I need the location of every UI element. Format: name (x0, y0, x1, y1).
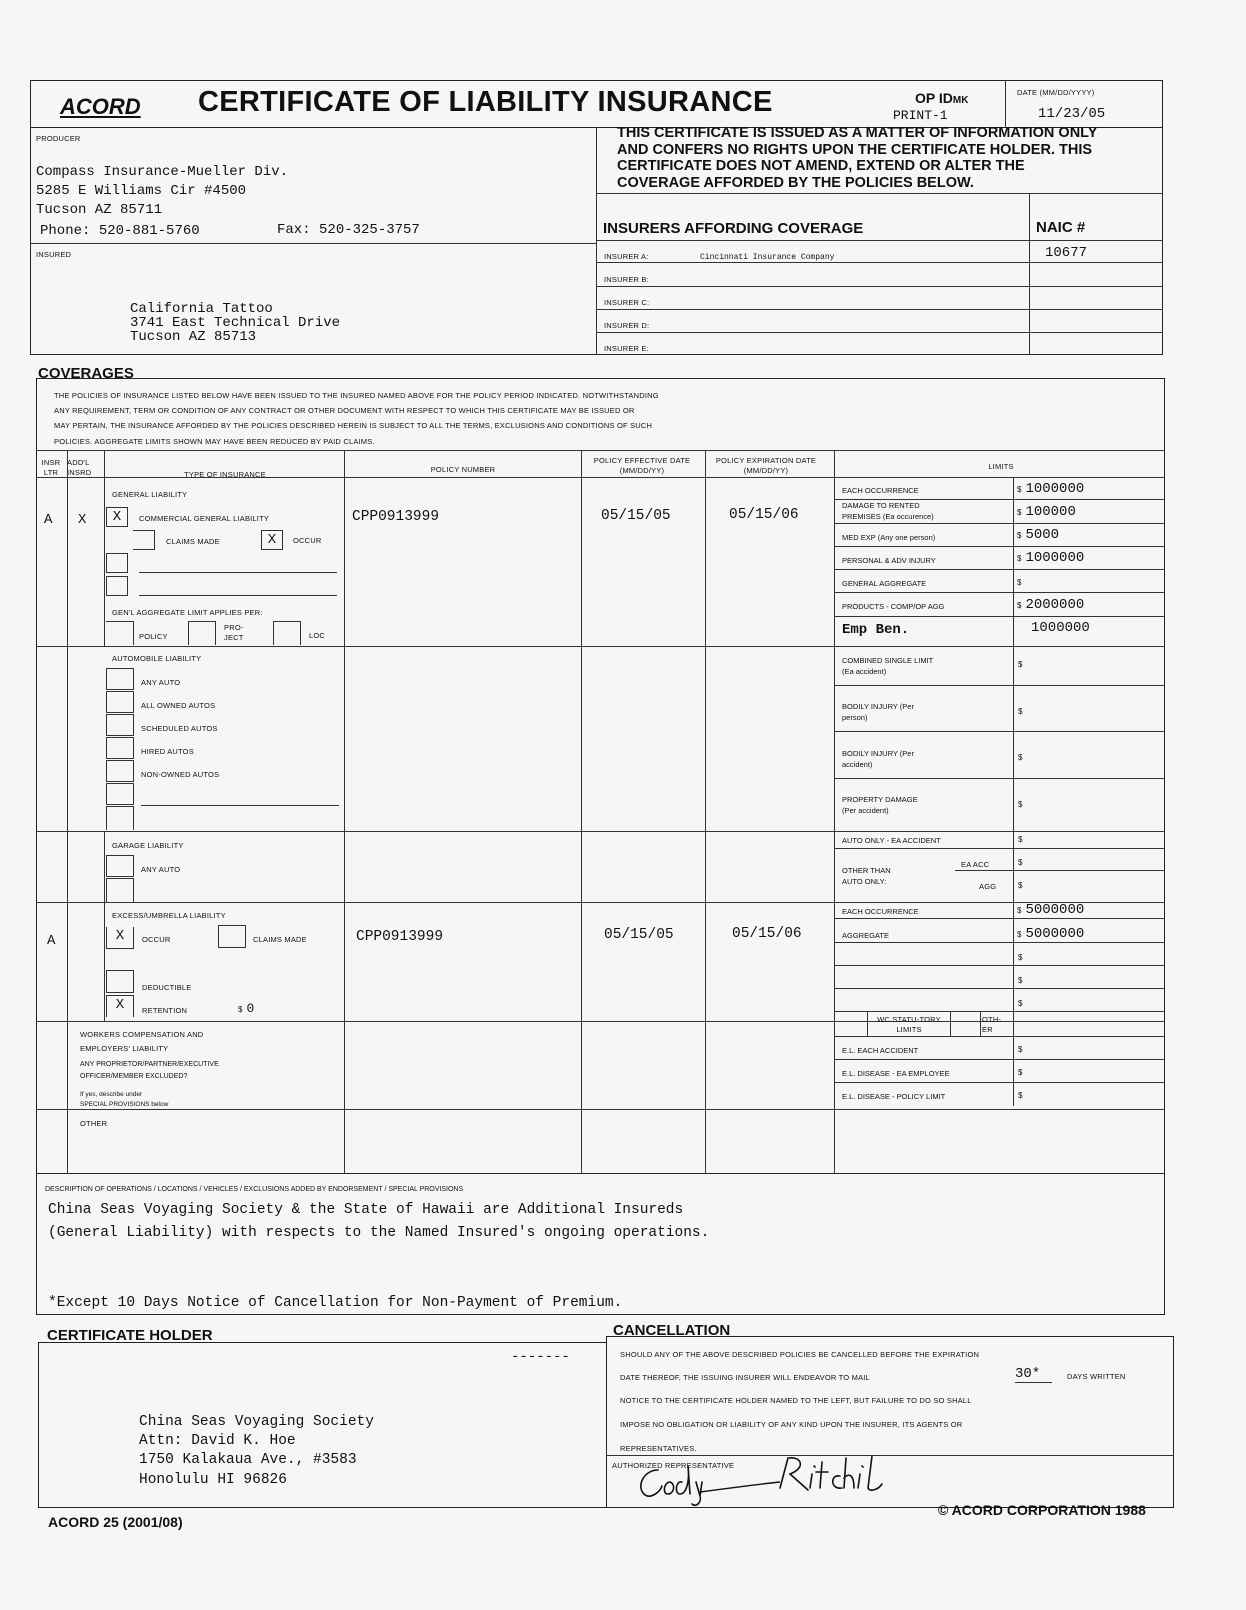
occur-checkbox[interactable]: X (261, 530, 283, 550)
coverages-heading: COVERAGES (38, 365, 134, 382)
gl-effective-date: 05/15/05 (601, 508, 671, 524)
insurer-c-label: INSURER C: (604, 298, 650, 307)
umb-retention-label: RETENTION (142, 1006, 188, 1015)
garage-heading: GARAGE LIABILITY (112, 841, 184, 850)
auto-combined-single-limit: COMBINED SINGLE LIMIT (Ea accident) (842, 656, 934, 676)
holder-attn: Attn: David K. Hoe (139, 1433, 296, 1449)
insurer-b-label: INSURER B: (604, 275, 649, 284)
col-effective-date: POLICY EFFECTIVE DATE (MM/DD/YY) (593, 456, 691, 475)
umb-blank-checkbox[interactable] (106, 970, 134, 993)
date-label: DATE (MM/DD/YYYY) (1017, 88, 1095, 97)
non-owned-autos-label: NON-OWNED AUTOS (141, 770, 220, 779)
insured-label: INSURED (36, 250, 72, 259)
umb-expiration-date: 05/15/06 (732, 926, 802, 942)
umb-limit-blank-3: $ (1018, 999, 1023, 1008)
gl-limit-each-occurrence-value: $ 1000000 (1017, 481, 1085, 497)
wc-line6: SPECIAL PROVISIONS below (80, 1101, 169, 1108)
gl-heading: GENERAL LIABILITY (112, 490, 188, 499)
el-disease-policy-limit-dollar: $ (1018, 1091, 1023, 1100)
umb-limit-each-occurrence: EACH OCCURRENCE (842, 907, 919, 916)
garage-auto-only-dollar: $ (1018, 835, 1023, 844)
el-disease-employee-dollar: $ (1018, 1068, 1023, 1077)
umb-effective-date: 05/15/05 (604, 927, 674, 943)
holder-heading: CERTIFICATE HOLDER (47, 1327, 213, 1344)
garage-any-auto-label: ANY AUTO (141, 865, 181, 874)
gl-limit-med-exp-value: $ 5000 (1017, 527, 1060, 543)
agg-policy-checkbox[interactable] (106, 621, 134, 645)
scheduled-autos-checkbox[interactable] (106, 714, 134, 736)
col-insr-ltr: INSR LTR (41, 458, 61, 477)
description-box (36, 1173, 1165, 1315)
insured-address1: 3741 East Technical Drive (130, 315, 341, 331)
insurer-a-label: INSURER A: (604, 252, 649, 261)
op-id-label: OP ID (915, 90, 953, 106)
el-disease-employee: E.L. DISEASE - EA EMPLOYEE (842, 1069, 950, 1078)
description-line3: *Except 10 Days Notice of Cancellation for Non-Payment of Premium. (48, 1295, 623, 1311)
page-title: CERTIFICATE OF LIABILITY INSURANCE (198, 86, 773, 118)
agg-project-checkbox[interactable] (188, 621, 216, 645)
wc-heading2: EMPLOYERS' LIABILITY (80, 1044, 169, 1053)
insurer-a-naic: 10677 (1045, 245, 1088, 261)
umb-claims-made-checkbox[interactable] (218, 925, 246, 948)
wc-line3: ANY PROPRIETOR/PARTNER/EXECUTIVE (80, 1061, 219, 1068)
insurer-e-label: INSURER E: (604, 344, 649, 353)
holder-name: China Seas Voyaging Society (139, 1414, 374, 1430)
auto-bodily-injury-accident: BODILY INJURY (Per accident) (842, 749, 914, 769)
date-value: 11/23/05 (1038, 106, 1106, 122)
disclaimer-line4: POLICIES. AGGREGATE LIMITS SHOWN MAY HAVE BEEN REDUCED BY PAID CLAIMS. (54, 437, 375, 446)
wc-other: OTH-ER (982, 1015, 1002, 1034)
insured-name: California Tattoo (130, 301, 273, 317)
gl-expiration-date: 05/15/06 (729, 507, 799, 523)
insured-address2: Tucson AZ 85713 (130, 329, 257, 345)
any-auto-label: ANY AUTO (141, 678, 181, 687)
acord-logo: ACORD (60, 94, 141, 119)
garage-blank-checkbox[interactable] (106, 878, 134, 902)
umb-limit-each-occurrence-value: $ 5000000 (1017, 902, 1085, 918)
naic-heading: NAIC # (1036, 219, 1086, 236)
insurer-d-label: INSURER D: (604, 321, 650, 330)
wc-line5: If yes, describe under (80, 1091, 143, 1098)
umb-retention-value: $ 0 (238, 1001, 255, 1016)
gl-blank-checkbox-2[interactable] (106, 576, 128, 596)
auto-bodily-injury-person: BODILY INJURY (Per person) (842, 702, 914, 722)
agg-loc-checkbox[interactable] (273, 621, 301, 645)
cancellation-line3: NOTICE TO THE CERTIFICATE HOLDER NAMED TO THE LEFT, BUT FAILURE TO DO SO SHALL (620, 1396, 972, 1405)
garage-agg: AGG (979, 882, 997, 891)
auto-csl-dollar: $ (1018, 660, 1023, 669)
gl-limit-damage-rented-value: $ 100000 (1017, 504, 1076, 520)
producer-name: Compass Insurance-Mueller Div. (36, 164, 289, 180)
cancellation-line2: DATE THEREOF, THE ISSUING INSURER WILL ENDEAVOR TO MAIL (620, 1373, 870, 1382)
insurer-a-name: Cincinnati Insurance Company (700, 253, 835, 262)
agg-policy-label: POLICY (139, 632, 168, 641)
gl-limit-emp-ben-value: 1000000 (1031, 620, 1090, 636)
gl-limit-personal-adv: PERSONAL & ADV INJURY (842, 556, 936, 565)
cgl-checkbox[interactable]: X (106, 507, 128, 527)
gl-blank-checkbox-1[interactable] (106, 553, 128, 573)
umb-occur-label: OCCUR (142, 935, 171, 944)
authorized-representative-label: AUTHORIZED REPRESENTATIVE (612, 1461, 735, 1470)
col-addl-insrd: ADD'L INSRD (67, 458, 92, 477)
scheduled-autos-label: SCHEDULED AUTOS (141, 724, 218, 733)
certificate-notice: THIS CERTIFICATE IS ISSUED AS A MATTER OF INFORMATION ONLY AND CONFERS NO RIGHTS UPON THE CERTIFICATE HOLDER. THIS CERTIFICATE DOES NOT AMEND, EXTEND OR ALTER THE COVERAGE AFFORDED BY THE POLICIES BELOW. (617, 125, 1098, 191)
gl-policy-number: CPP0913999 (352, 509, 440, 525)
gl-limit-med-exp: MED EXP (Any one person) (842, 533, 936, 542)
hired-autos-checkbox[interactable] (106, 737, 134, 759)
col-expiration-date: POLICY EXPIRATION DATE (MM/DD/YY) (715, 456, 817, 475)
cancellation-line5: REPRESENTATIVES. (620, 1444, 697, 1453)
wc-statutory-limits: WC STATU-TORY LIMITS (877, 1015, 941, 1034)
disclaimer-line2: ANY REQUIREMENT, TERM OR CONDITION OF ANY CONTRACT OR OTHER DOCUMENT WITH RESPECT TO WHICH THIS CERTIFICATE MAY BE ISSUED OR (54, 406, 635, 415)
agg-loc-label: LOC (309, 631, 326, 640)
umbrella-heading: EXCESS/UMBRELLA LIABILITY (112, 911, 226, 920)
claims-made-checkbox[interactable] (133, 530, 155, 550)
gl-limit-general-aggregate-value: $ (1017, 578, 1022, 587)
cancellation-line4: IMPOSE NO OBLIGATION OR LIABILITY OF ANY KIND UPON THE INSURER, ITS AGENTS OR (620, 1420, 963, 1429)
garage-agg-dollar: $ (1018, 881, 1023, 890)
garage-any-auto-checkbox[interactable] (106, 855, 134, 877)
umb-limit-aggregate: AGGREGATE (842, 931, 889, 940)
cancellation-days: 30* (1015, 1366, 1052, 1383)
cancellation-line1: SHOULD ANY OF THE ABOVE DESCRIBED POLICIES BE CANCELLED BEFORE THE EXPIRATION (620, 1350, 980, 1359)
gl-limit-damage-rented: DAMAGE TO RENTED PREMISES (Ea occurence) (842, 501, 934, 521)
gl-limit-personal-adv-value: $ 1000000 (1017, 550, 1085, 566)
auto-heading: AUTOMOBILE LIABILITY (112, 654, 202, 663)
disclaimer-line1: THE POLICIES OF INSURANCE LISTED BELOW HAVE BEEN ISSUED TO THE INSURED NAMED ABOVE FOR THE POLICY PERIOD INDICATED. NOTWITHSTANDING (54, 391, 659, 400)
holder-address1: 1750 Kalakaua Ave., #3583 (139, 1452, 357, 1468)
disclaimer-line3: MAY PERTAIN, THE INSURANCE AFFORDED BY THE POLICIES DESCRIBED HEREIN IS SUBJECT TO ALL THE TERMS, EXCLUSIONS AND CONDITIONS OF SUCH (54, 421, 653, 430)
umb-policy-number: CPP0913999 (356, 929, 444, 945)
producer-address2: Tucson AZ 85711 (36, 202, 163, 218)
gl-limit-general-aggregate: GENERAL AGGREGATE (842, 579, 927, 588)
el-disease-policy-limit: E.L. DISEASE - POLICY LIMIT (842, 1092, 946, 1101)
gl-limit-products-value: $ 2000000 (1017, 597, 1085, 613)
form-number: ACORD 25 (2001/08) (48, 1514, 183, 1530)
garage-ea-acc: EA ACC (961, 860, 990, 869)
gl-aggregate-applies: GEN'L AGGREGATE LIMIT APPLIES PER: (112, 608, 263, 617)
print-code: PRINT-1 (893, 108, 948, 123)
description-line2: (General Liability) with respects to the Named Insured's ongoing operations. (48, 1225, 710, 1241)
garage-ea-acc-dollar: $ (1018, 858, 1023, 867)
op-id-value: MK (952, 95, 969, 106)
description-line1: China Seas Voyaging Society & the State of Hawaii are Additional Insureds (48, 1202, 684, 1218)
auto-bip-dollar: $ (1018, 707, 1023, 716)
cancellation-heading: CANCELLATION (613, 1322, 731, 1339)
holder-dashes: ------- (511, 1349, 570, 1365)
non-owned-autos-checkbox[interactable] (106, 760, 134, 782)
umb-limit-blank-1: $ (1018, 953, 1023, 962)
producer-phone: Phone: 520-881-5760 (40, 223, 200, 239)
agg-project-label: PRO-JECT (224, 623, 244, 642)
insurers-heading: INSURERS AFFORDING COVERAGE (603, 220, 864, 237)
cgl-label: COMMERCIAL GENERAL LIABILITY (139, 514, 270, 523)
all-owned-autos-checkbox[interactable] (106, 691, 134, 713)
auto-blank-checkbox[interactable] (106, 783, 134, 805)
auto-blank-checkbox-2[interactable] (106, 806, 134, 830)
hired-autos-label: HIRED AUTOS (141, 747, 194, 756)
el-each-accident-dollar: $ (1018, 1045, 1023, 1054)
gl-insr-ltr: A (44, 512, 53, 528)
gl-limit-products: PRODUCTS - COMP/OP AGG (842, 602, 945, 611)
producer-label: PRODUCER (36, 134, 81, 143)
garage-auto-only: AUTO ONLY - EA ACCIDENT (842, 836, 941, 845)
producer-address1: 5285 E Williams Cir #4500 (36, 183, 247, 199)
col-policy-number: POLICY NUMBER (430, 465, 496, 474)
producer-fax: Fax: 520-325-3757 (277, 222, 420, 238)
umb-limit-blank-2: $ (1018, 976, 1023, 985)
cancellation-days-written: DAYS WRITTEN (1067, 1372, 1126, 1381)
signature (630, 1452, 890, 1510)
any-auto-checkbox[interactable] (106, 668, 134, 690)
op-id (915, 90, 968, 106)
auto-bia-dollar: $ (1018, 753, 1023, 762)
gl-limit-each-occurrence: EACH OCCURRENCE (842, 486, 919, 495)
other-label: OTHER (80, 1119, 108, 1128)
gl-addl-insrd: X (78, 512, 87, 528)
holder-address2: Honolulu HI 96826 (139, 1472, 287, 1488)
wc-line4: OFFICER/MEMBER EXCLUDED? (80, 1073, 188, 1080)
el-each-accident: E.L. EACH ACCIDENT (842, 1046, 919, 1055)
umb-occur-checkbox[interactable]: X (106, 927, 134, 949)
umb-insr-ltr: A (47, 933, 56, 949)
umb-deductible-label: DEDUCTIBLE (142, 983, 192, 992)
umb-limit-aggregate-value: $ 5000000 (1017, 926, 1085, 942)
copyright: © ACORD CORPORATION 1988 (938, 1502, 1146, 1518)
description-label: DESCRIPTION OF OPERATIONS / LOCATIONS / VEHICLES / EXCLUSIONS ADDED BY ENDORSEMENT / SPECIAL PROVISIONS (45, 1186, 464, 1193)
col-type-of-insurance: TYPE OF INSURANCE (184, 470, 266, 479)
auto-property-damage: PROPERTY DAMAGE (Per accident) (842, 795, 918, 815)
garage-other-than: OTHER THAN AUTO ONLY: (842, 866, 891, 886)
claims-made-label: CLAIMS MADE (166, 537, 220, 546)
gl-limit-emp-ben: Emp Ben. (842, 622, 910, 638)
umb-retention-checkbox[interactable]: X (106, 995, 134, 1017)
col-limits: LIMITS (988, 462, 1014, 471)
auto-pd-dollar: $ (1018, 800, 1023, 809)
all-owned-autos-label: ALL OWNED AUTOS (141, 701, 216, 710)
umb-claims-made-label: CLAIMS MADE (253, 935, 307, 944)
occur-label: OCCUR (293, 536, 322, 545)
wc-heading1: WORKERS COMPENSATION AND (80, 1030, 204, 1039)
